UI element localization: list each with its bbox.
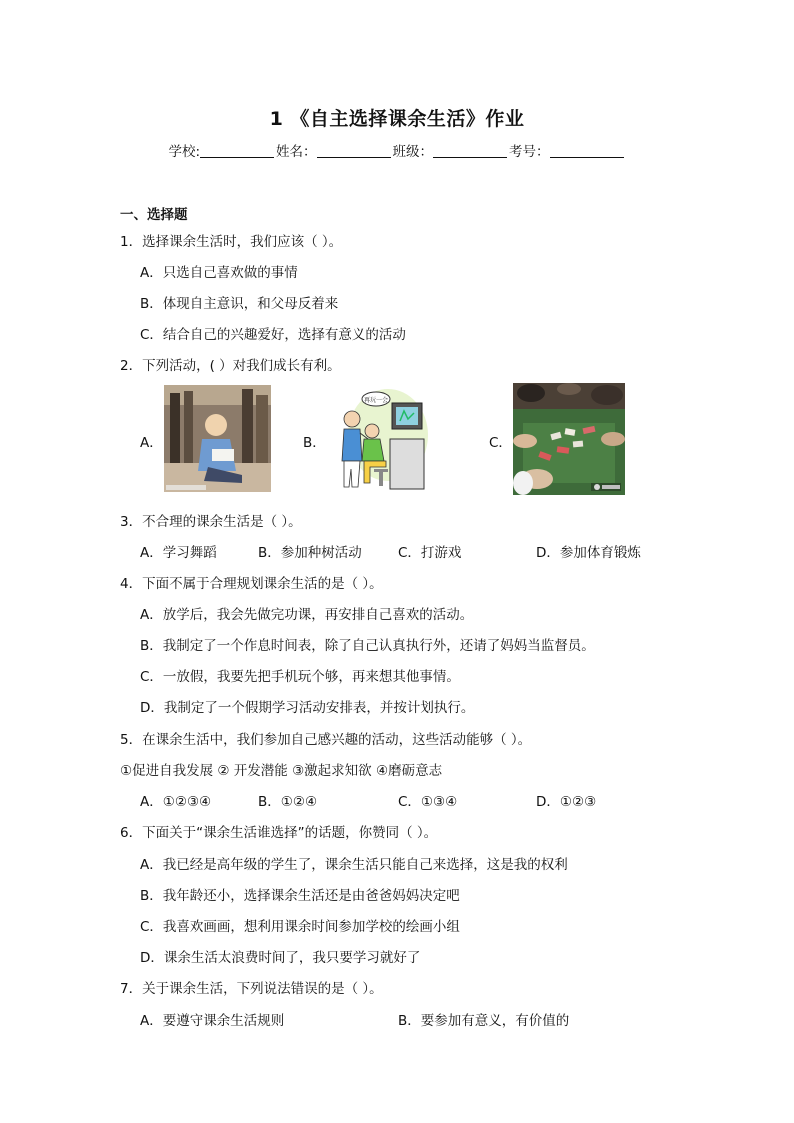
question-2-option-a[interactable]: A． — [140, 435, 163, 451]
question-5-option-b[interactable]: B．①②④ — [258, 794, 318, 810]
class-label: 班级： — [392, 144, 434, 160]
question-4-option-b[interactable]: B．我制定了一个作息时间表，除了自己认真执行外，还请了妈妈当监督员。 — [140, 638, 595, 654]
question-1-option-b[interactable]: B．体现自主意识，和父母反着来 — [140, 296, 339, 312]
speech-bubble-text: 再玩一会 — [363, 397, 389, 404]
question-5-statements: ①促进自我发展 ② 开发潜能 ③激起求知欲 ④磨砺意志 — [120, 763, 443, 779]
gaming-cartoon-image — [330, 383, 430, 493]
school-label: 学校: — [168, 144, 201, 160]
question-6-option-d[interactable]: D．课余生活太浪费时间了，我只要学习就好了 — [140, 950, 421, 966]
card-game-image — [513, 383, 625, 495]
question-5-option-a[interactable]: A．①②③④ — [140, 794, 212, 810]
question-7-option-a[interactable]: A．要遵守课余生活规则 — [140, 1013, 285, 1029]
question-1-option-a[interactable]: A．只选自己喜欢做的事情 — [140, 265, 298, 281]
question-5-option-c[interactable]: C．①③④ — [398, 794, 458, 810]
question-2-option-c[interactable]: C． — [489, 435, 512, 451]
question-6-option-c[interactable]: C．我喜欢画画，想利用课余时间参加学校的绘画小组 — [140, 919, 460, 935]
question-6-option-b[interactable]: B．我年龄还小，选择课余生活还是由爸爸妈妈决定吧 — [140, 888, 460, 904]
question-7-option-b[interactable]: B．要参加有意义，有价值的 — [398, 1013, 570, 1029]
name-blank[interactable] — [317, 144, 391, 158]
question-4-stem: 4．下面不属于合理规划课余生活的是（ ）。 — [120, 576, 383, 592]
question-7-stem: 7．关于课余生活，下列说法错误的是（ ）。 — [120, 981, 383, 997]
question-5-option-d[interactable]: D．①②③ — [536, 794, 597, 810]
question-4-option-a[interactable]: A．放学后，我会先做完功课，再安排自己喜欢的活动。 — [140, 607, 474, 623]
question-1-option-c[interactable]: C．结合自己的兴趣爱好，选择有意义的活动 — [140, 327, 406, 343]
page-title: 1 《自主选择课余生活》作业 — [269, 108, 525, 130]
question-3-option-b[interactable]: B．参加种树活动 — [258, 545, 362, 561]
student-info-line — [0, 140, 794, 160]
question-3-option-d[interactable]: D．参加体育锻炼 — [536, 545, 641, 561]
question-1-stem: 1．选择课余生活时，我们应该（ ）。 — [120, 234, 343, 250]
school-blank[interactable] — [200, 144, 274, 158]
class-blank[interactable] — [433, 144, 507, 158]
name-label: 姓名： — [276, 144, 317, 160]
question-3-stem: 3．不合理的课余生活是（ ）。 — [120, 514, 302, 530]
question-2-stem: 2．下列活动，( ）对我们成长有利。 — [120, 358, 341, 374]
question-4-option-d[interactable]: D．我制定了一个假期学习活动安排表，并按计划执行。 — [140, 700, 475, 716]
question-3-option-a[interactable]: A．学习舞蹈 — [140, 545, 217, 561]
question-6-stem: 6．下面关于“课余生活谁选择”的话题，你赞同（ ）。 — [120, 825, 438, 841]
question-6-option-a[interactable]: A．我已经是高年级的学生了，课余生活只能自己来选择，这是我的权利 — [140, 857, 568, 873]
question-3-option-c[interactable]: C．打游戏 — [398, 545, 462, 561]
reading-child-image — [164, 385, 271, 492]
question-2-option-b[interactable]: B． — [303, 435, 326, 451]
section-title: 一、选择题 — [120, 207, 188, 223]
question-5-stem: 5．在课余生活中，我们参加自己感兴趣的活动，这些活动能够（ ）。 — [120, 732, 532, 748]
question-4-option-c[interactable]: C．一放假，我要先把手机玩个够，再来想其他事情。 — [140, 669, 460, 685]
exam-no-blank[interactable] — [550, 144, 624, 158]
exam-no-label: 考号： — [509, 144, 550, 160]
